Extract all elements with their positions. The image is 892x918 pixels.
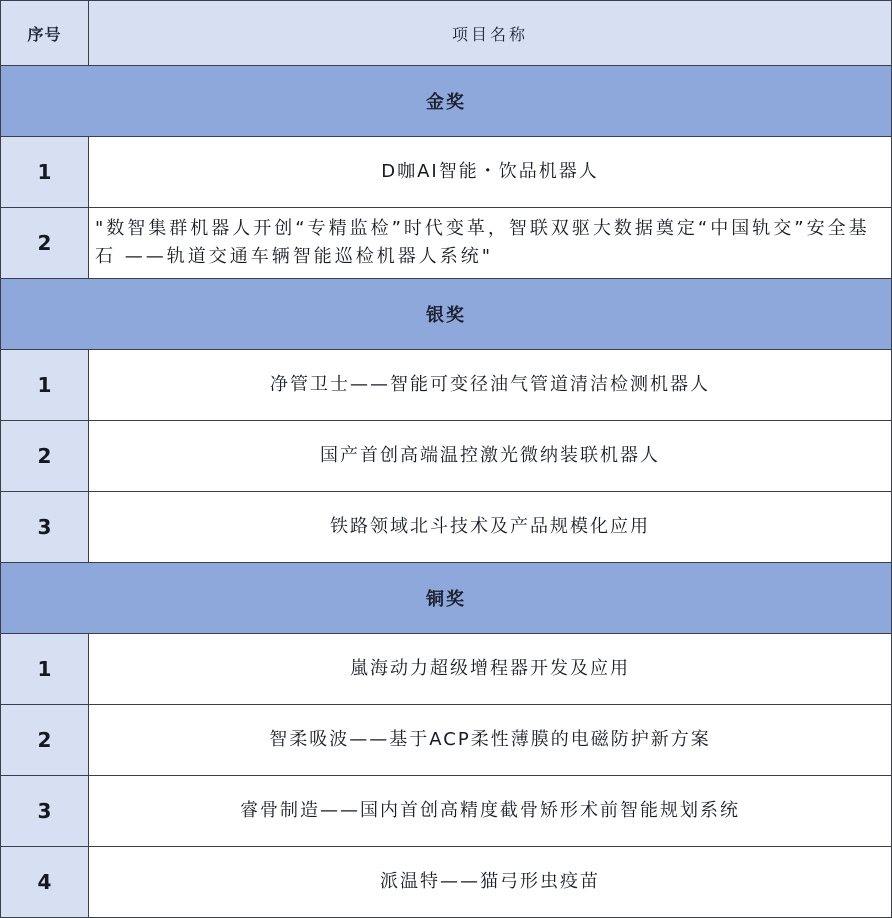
project-name: 净管卫士——智能可变径油气管道清洁检测机器人 (89, 350, 892, 421)
project-name: D咖AI智能・饮品机器人 (89, 137, 892, 208)
row-number: 1 (1, 634, 89, 705)
project-name: "数智集群机器人开创“专精监检”时代变革，智联双驱大数据奠定“中国轨交”安全基石 ——轨道交通车辆智能巡检机器人系统" (89, 208, 892, 279)
project-name: 派温特——猫弓形虫疫苗 (89, 847, 892, 918)
row-number: 1 (1, 350, 89, 421)
table-row (1, 350, 892, 421)
table-row (1, 847, 892, 918)
table-row (1, 208, 892, 279)
table-header-row (1, 1, 892, 66)
row-number: 3 (1, 492, 89, 563)
row-number: 2 (1, 421, 89, 492)
row-number: 2 (1, 208, 89, 279)
table-row (1, 421, 892, 492)
project-name: 铁路领域北斗技术及产品规模化应用 (89, 492, 892, 563)
section-title: 铜奖 (1, 563, 892, 634)
table-row (1, 137, 892, 208)
header-serial-number: 序号 (1, 1, 89, 66)
table-row (1, 776, 892, 847)
project-name: 国产首创高端温控激光微纳装联机器人 (89, 421, 892, 492)
project-name: 嵐海动力超级增程器开发及应用 (89, 634, 892, 705)
row-number: 2 (1, 705, 89, 776)
table-row (1, 492, 892, 563)
project-name: 智柔吸波——基于ACP柔性薄膜的电磁防护新方案 (89, 705, 892, 776)
row-number: 1 (1, 137, 89, 208)
header-project-name: 项目名称 (89, 1, 892, 66)
table-row (1, 634, 892, 705)
section-title: 银奖 (1, 279, 892, 350)
row-number: 4 (1, 847, 89, 918)
table-row (1, 705, 892, 776)
section-row-gold (1, 66, 892, 137)
section-title: 金奖 (1, 66, 892, 137)
project-name: 睿骨制造——国内首创高精度截骨矫形术前智能规划系统 (89, 776, 892, 847)
section-row-silver (1, 279, 892, 350)
row-number: 3 (1, 776, 89, 847)
section-row-bronze (1, 563, 892, 634)
